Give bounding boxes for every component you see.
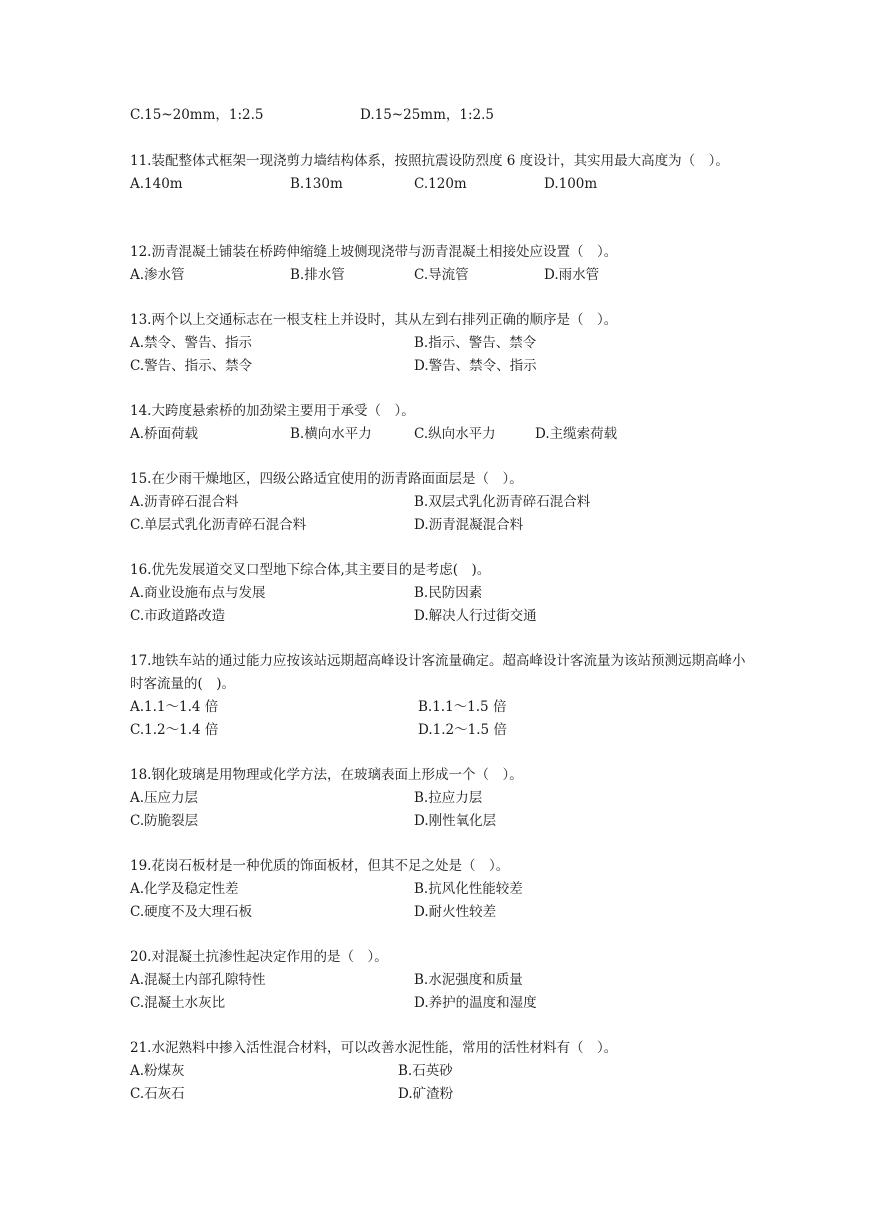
option-c: C.市政道路改造 — [130, 608, 226, 624]
question-stem: 19.花岗石板材是一种优质的饰面板材，但其不足之处是（ ）。 — [130, 858, 510, 874]
option-b: B.石英砂 — [398, 1063, 453, 1079]
question-stem: 12.沥青混凝土铺装在桥跨伸缩缝上坡侧现浇带与沥青混凝土相接处应设置（ ）。 — [130, 244, 618, 260]
option-c: C.导流管 — [414, 267, 469, 283]
option-c: C.15~20mm，1:2.5 — [130, 107, 264, 123]
question-13 — [130, 309, 750, 378]
option-c: C.单层式乳化沥青碎石混合料 — [130, 517, 307, 533]
question-19 — [130, 855, 750, 924]
option-d: D.养护的温度和湿度 — [414, 995, 537, 1011]
option-b: B.排水管 — [290, 267, 345, 283]
question-20 — [130, 946, 750, 1015]
option-c: C.1.2～1.4 倍 — [130, 722, 219, 738]
option-d: D.警告、禁令、指示 — [414, 358, 537, 374]
question-stem: 20.对混凝土抗渗性起决定作用的是（ ）。 — [130, 949, 388, 965]
question-stem: 11.装配整体式框架一现浇剪力墙结构体系，按照抗震设防烈度 6 度设计，其实用最大高度为（ ）。 — [130, 153, 729, 169]
option-a: A.商业设施布点与发展 — [130, 585, 266, 601]
question-21 — [130, 1037, 750, 1106]
option-b: B.民防因素 — [414, 585, 483, 601]
option-b: B.1.1～1.5 倍 — [418, 699, 507, 715]
question-stem: 17.地铁车站的通过能力应按该站远期超高峰设计客流量确定。超高峰设计客流量为该站预测远期高峰小时客流量的( )。 — [130, 653, 746, 692]
carryover-options — [130, 104, 750, 127]
option-d: D.耐火性较差 — [414, 904, 497, 920]
option-a: A.渗水管 — [130, 267, 185, 283]
option-a: A.粉煤灰 — [130, 1063, 185, 1079]
option-a: A.沥青碎石混合料 — [130, 494, 239, 510]
option-a: A.混凝土内部孔隙特性 — [130, 972, 266, 988]
option-a: A.桥面荷载 — [130, 426, 199, 442]
question-18 — [130, 764, 750, 833]
question-15 — [130, 468, 750, 537]
option-c: C.硬度不及大理石板 — [130, 904, 253, 920]
option-b: B.水泥强度和质量 — [414, 972, 523, 988]
option-d: D.解决人行过街交通 — [414, 608, 537, 624]
question-stem: 21.水泥熟料中掺入活性混合材料，可以改善水泥性能，常用的活性材料有（ ）。 — [130, 1040, 618, 1056]
option-b: B.拉应力层 — [414, 790, 483, 806]
question-11 — [130, 150, 750, 196]
option-a: A.禁令、警告、指示 — [130, 335, 253, 351]
question-stem: 13.两个以上交通标志在一根支柱上并设时，其从左到右排列正确的顺序是（ ）。 — [130, 312, 618, 328]
question-stem: 14.大跨度悬索桥的加劲梁主要用于承受（ ）。 — [130, 403, 415, 419]
option-a: A.化学及稳定性差 — [130, 881, 239, 897]
option-d: D.1.2～1.5 倍 — [418, 722, 507, 738]
option-b: B.130m — [290, 176, 343, 192]
option-b: B.抗风化性能较差 — [414, 881, 523, 897]
option-a: A.压应力层 — [130, 790, 199, 806]
option-c: C.120m — [414, 176, 467, 192]
option-c: C.纵向水平力 — [414, 426, 496, 442]
option-a: A.140m — [130, 176, 183, 192]
option-c: C.防脆裂层 — [130, 813, 199, 829]
option-c: C.警告、指示、禁令 — [130, 358, 253, 374]
option-c: C.混凝土水灰比 — [130, 995, 226, 1011]
question-stem: 16.优先发展道交叉口型地下综合体,其主要目的是考虑( )。 — [130, 562, 491, 578]
option-c: C.石灰石 — [130, 1086, 185, 1102]
question-17 — [130, 650, 750, 742]
option-d: D.沥青混凝混合料 — [414, 517, 524, 533]
question-14 — [130, 400, 750, 446]
question-stem: 18.钢化玻璃是用物理或化学方法，在玻璃表面上形成一个（ ）。 — [130, 767, 523, 783]
option-b: B.横向水平力 — [290, 426, 372, 442]
option-b: B.双层式乳化沥青碎石混合料 — [414, 494, 591, 510]
option-d: D.15~25mm，1:2.5 — [360, 107, 495, 123]
option-d: D.矿渣粉 — [398, 1086, 454, 1102]
option-d: D.刚性氧化层 — [414, 813, 497, 829]
question-stem: 15.在少雨干燥地区，四级公路适宜使用的沥青路面面层是（ ）。 — [130, 471, 523, 487]
question-16 — [130, 559, 750, 628]
option-d: D.100m — [544, 176, 598, 192]
option-d: D.主缆索荷载 — [535, 426, 618, 442]
question-12 — [130, 241, 750, 287]
option-b: B.指示、警告、禁令 — [414, 335, 537, 351]
option-a: A.1.1～1.4 倍 — [130, 699, 219, 715]
option-d: D.雨水管 — [544, 267, 600, 283]
